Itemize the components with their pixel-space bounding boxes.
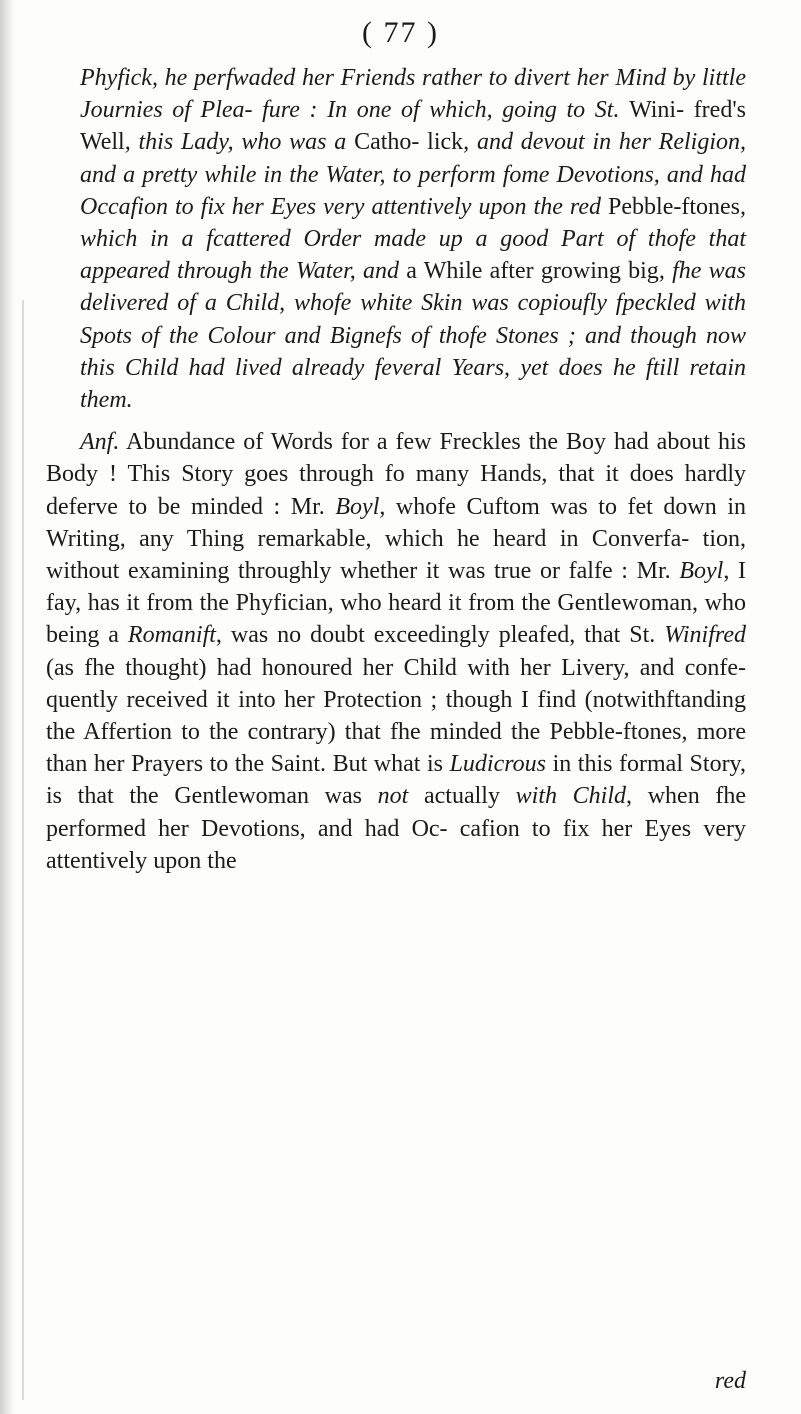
catchword: red: [714, 1368, 746, 1394]
p2-seg-3: , whofe Cuftom was to fet down in Writing, any Thing remarkable, which he heard in Converfa- tion, without examining throughly whether it was true or falfe : Mr.: [46, 493, 746, 585]
p1-seg-7: , and devout in her Religion, and a pretty while in the Water, to perform fome Devotions, and had Occafion to fix her Eyes very attentively upon the red: [80, 129, 746, 220]
p2-seg-11: in this formal Story, is that the Gentlewoman was: [46, 751, 746, 810]
p1-seg-1: , he perfwaded her Friends rather to divert her Mind by little Journies of Plea- fure : In one of which, going to St.: [80, 65, 746, 124]
p1-seg-6: Catho- lick: [354, 129, 464, 156]
paragraph-1: [46, 62, 746, 416]
p2-seg-0: Anf.: [80, 429, 120, 456]
binding-shadow: [0, 0, 14, 1414]
p2-seg-15: , when fhe performed her Devotions, and had Oc- cafion to fix her Eyes very attentively upon the: [46, 783, 747, 874]
body-text: [46, 62, 746, 877]
p2-seg-5: , I fay, has it from the Phyfician, who heard it from the Gentlewoman, who being a: [46, 558, 746, 649]
p1-seg-10: a While after growing big: [406, 258, 659, 285]
p2-seg-2: Boyl: [335, 493, 380, 520]
p2-seg-7: , was no doubt exceedingly pleafed, that St.: [215, 622, 665, 649]
p2-seg-4: Boyl: [679, 558, 724, 585]
p2-seg-14: with Child: [515, 783, 627, 810]
p2-seg-12: not: [377, 783, 409, 810]
p1-seg-11: , fhe was delivered of a Child, whofe white Skin was copioufly fpeckled with Spots of the Colour and Bignefs of thofe Stones ; and though now this Child had lived already feveral Years, yet does he ftill retain them.: [80, 258, 747, 414]
p1-seg-8: Pebble-ftones: [608, 193, 740, 220]
paragraph-2: [46, 426, 746, 877]
p1-seg-5: , this Lady, who was a: [124, 129, 355, 156]
page-number: ( 77 ): [362, 16, 439, 49]
p2-seg-8: Winifred: [664, 622, 746, 649]
p2-seg-13: actually: [408, 783, 516, 810]
p2-seg-6: Romanift: [127, 622, 216, 649]
p1-seg-2: Wini- fred's: [629, 97, 746, 124]
p1-seg-4: Well: [80, 129, 125, 156]
p1-seg-9: , which in a fcattered Order made up a good Part of thofe that appeared through the Water, and: [80, 193, 746, 285]
p2-seg-10: Ludicrous: [449, 751, 547, 778]
p2-seg-1: Abundance of Words for a few Freckles the Boy had about his Body ! This Story goes through fo many Hands, that it does hardly deferve to be minded : Mr.: [46, 429, 746, 520]
binding-edge: [22, 300, 24, 1400]
p2-seg-9: (as fhe thought) had honoured her Child with her Livery, and confe- quently received it into her Protection ; though I find (notwithftanding the Affertion to the contrary) that fhe minded the Pebble-ftones, more than her Prayers to the Saint. But what is: [46, 654, 746, 778]
p1-seg-0: Phyfick: [80, 65, 152, 91]
